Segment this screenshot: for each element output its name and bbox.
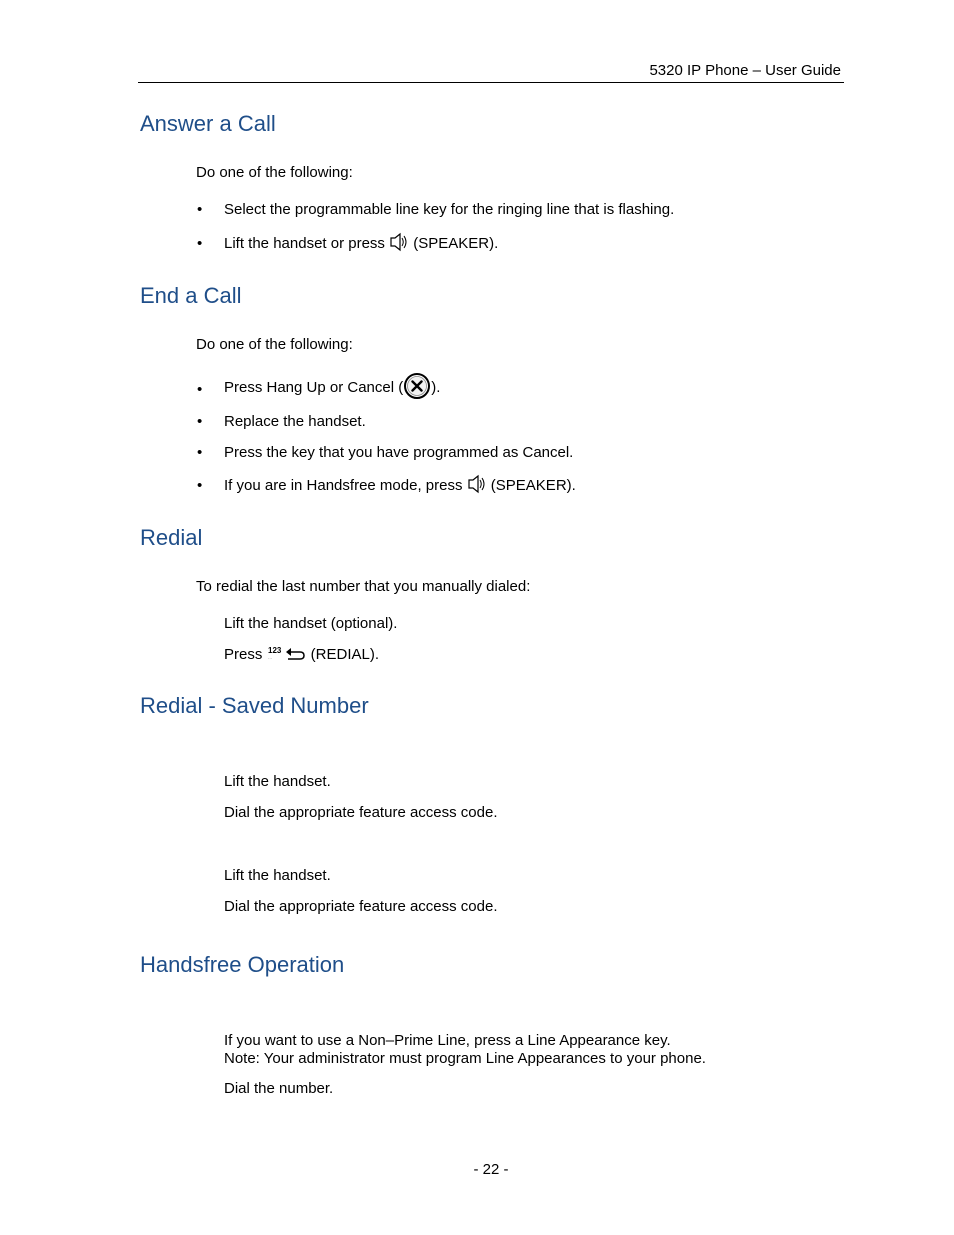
redial-icon <box>267 643 307 667</box>
answer-item-speaker-suffix: (SPEAKER). <box>409 234 499 252</box>
end-item-hang-up <box>224 372 440 404</box>
saved-b-step-dial: Dial the appropriate feature access code. <box>224 898 498 915</box>
document-title: 5320 IP Phone – User Guide <box>649 62 841 79</box>
redial-step-press-text: Press <box>224 645 267 663</box>
speaker-icon <box>467 473 487 499</box>
bullet-marker: • <box>197 381 203 398</box>
answer-intro: Do one of the following: <box>196 164 353 181</box>
answer-item-speaker <box>224 231 498 257</box>
redial-step-press <box>224 643 379 667</box>
answer-item-speaker-text: Lift the handset or press <box>224 234 390 252</box>
end-item-handsfree <box>224 473 576 499</box>
end-item-handsfree-text: If you are in Handsfree mode, press <box>224 476 467 494</box>
speaker-icon <box>389 231 409 257</box>
end-item-hang-up-suffix: ). <box>431 378 441 396</box>
bullet-marker: • <box>197 444 203 461</box>
end-item-replace-handset: Replace the handset. <box>224 413 366 430</box>
end-intro: Do one of the following: <box>196 336 353 353</box>
handsfree-step-dial: Dial the number. <box>224 1080 334 1097</box>
heading-handsfree-operation: Handsfree Operation <box>140 952 345 977</box>
end-item-cancel-key: Press the key that you have programmed as Cancel. <box>224 444 574 461</box>
page-number: - 22 - <box>473 1161 509 1178</box>
end-item-handsfree-suffix: (SPEAKER). <box>486 476 576 494</box>
bullet-marker: • <box>197 477 203 494</box>
heading-end-a-call: End a Call <box>140 283 242 308</box>
bullet-marker: • <box>197 235 203 252</box>
heading-answer-a-call: Answer a Call <box>140 111 276 136</box>
answer-item-line-key: Select the programmable line key for the ringing line that is flashing. <box>224 201 675 218</box>
svg-text:···: ··· <box>267 656 272 661</box>
handsfree-step-line: If you want to use a Non–Prime Line, press a Line Appearance key. <box>224 1032 671 1049</box>
redial-intro: To redial the last number that you manually dialed: <box>196 578 531 595</box>
saved-a-step-lift: Lift the handset. <box>224 773 331 790</box>
bullet-marker: • <box>197 201 203 218</box>
bullet-marker: • <box>197 413 203 430</box>
cancel-icon <box>403 372 431 404</box>
redial-step-lift: Lift the handset (optional). <box>224 615 398 632</box>
saved-a-step-dial: Dial the appropriate feature access code. <box>224 804 498 821</box>
heading-redial-saved-number: Redial - Saved Number <box>140 693 369 718</box>
handsfree-note: Note: Your administrator must program Line Appearances to your phone. <box>224 1050 706 1067</box>
redial-step-press-suffix: (REDIAL). <box>306 645 380 663</box>
heading-redial: Redial <box>140 525 203 550</box>
end-item-hang-up-text: Press Hang Up or Cancel ( <box>224 378 404 396</box>
header-rule <box>138 82 844 83</box>
saved-b-step-lift: Lift the handset. <box>224 867 331 884</box>
svg-text:123: 123 <box>267 646 281 655</box>
